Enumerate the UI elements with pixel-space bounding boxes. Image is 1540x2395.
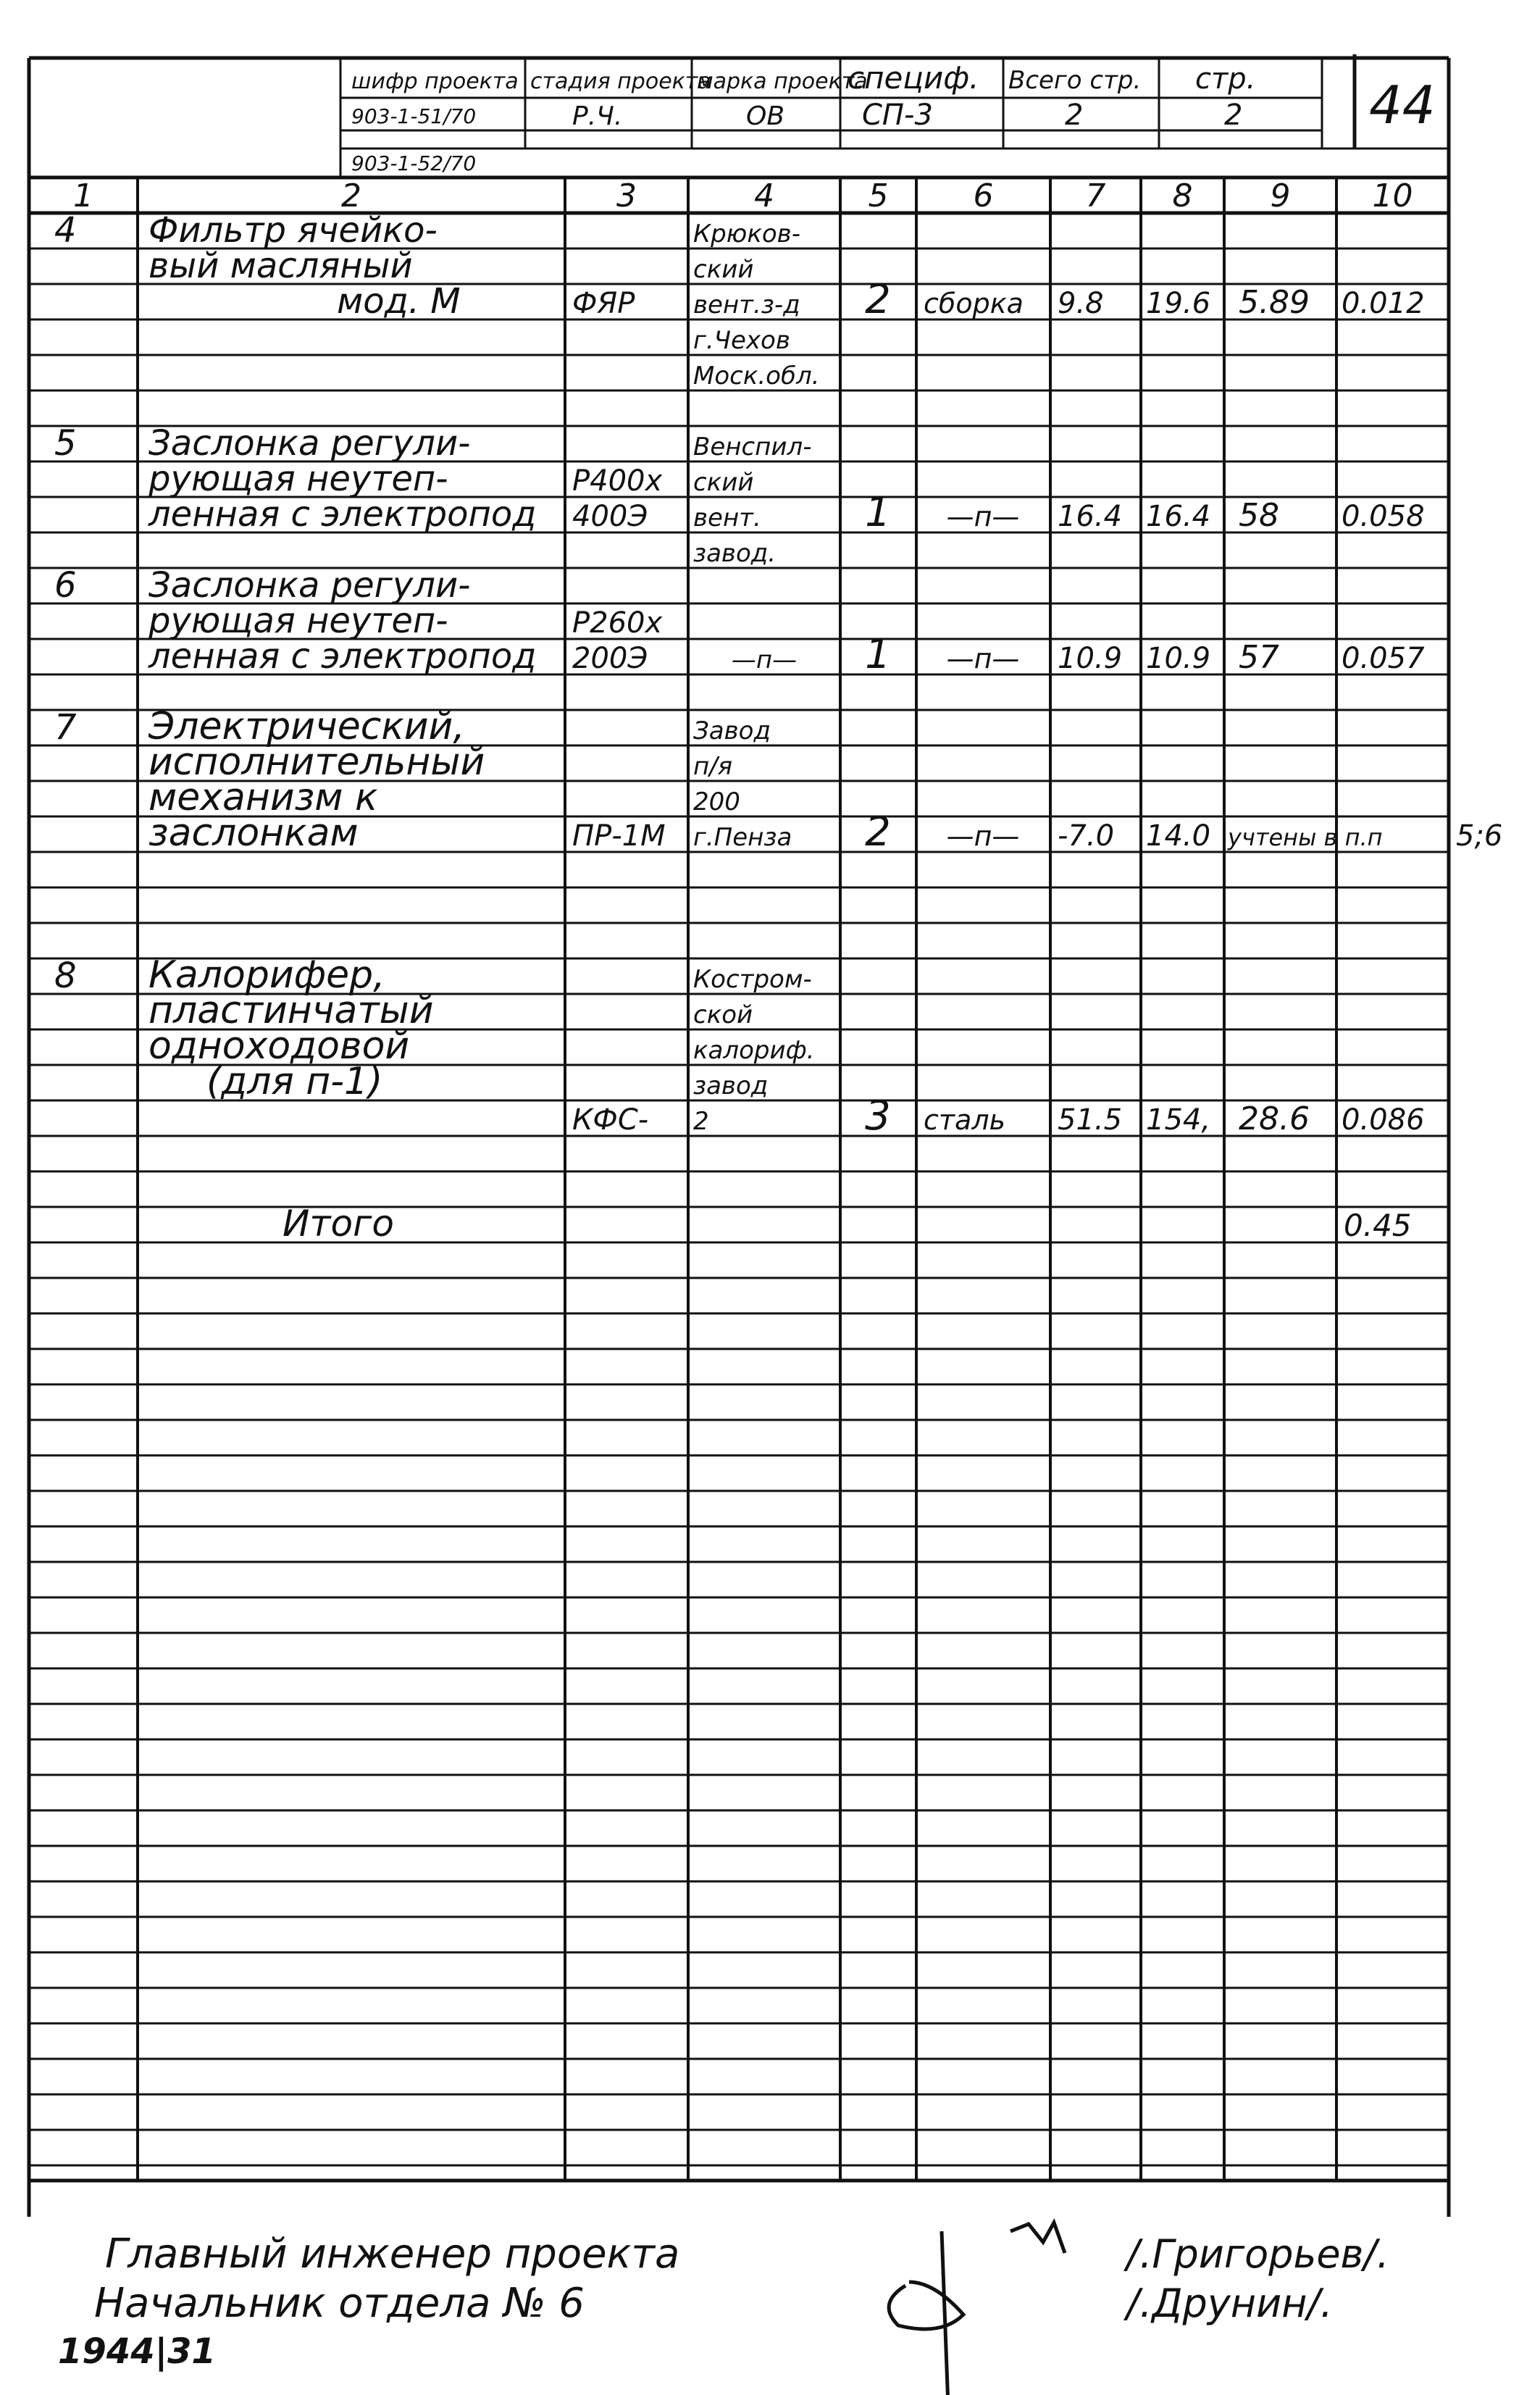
- item-price: 5.89: [1239, 284, 1310, 321]
- item-manufacturer: завод.: [693, 539, 777, 568]
- item-total-weight: 16.4: [1146, 500, 1211, 533]
- spec-item-4: [54, 210, 1425, 390]
- item-manufacturer: Венспил-: [693, 432, 812, 461]
- item-name-line: вый масляный: [148, 246, 413, 286]
- item-name-line: Фильтр ячейко-: [148, 210, 438, 251]
- item-manufacturer: ский: [693, 255, 754, 284]
- item-unit-weight: 10.9: [1058, 642, 1123, 675]
- value-stage: Р.Ч.: [572, 101, 623, 131]
- item-mark: Р400х: [572, 464, 663, 498]
- spec-item-5: [54, 423, 1425, 568]
- column-number-2: 2: [341, 177, 361, 214]
- item-number: 5: [54, 423, 77, 464]
- signature-line-department-head: Начальник отдела № 6: [94, 2280, 585, 2327]
- item-mark: Р260х: [572, 606, 663, 640]
- item-manufacturer: ской: [693, 1000, 753, 1029]
- value-spec: СП-3: [862, 99, 933, 132]
- item-cost: 0.057: [1342, 642, 1425, 675]
- item-note: 5;6: [1456, 819, 1503, 853]
- item-material: —п—: [946, 820, 1020, 852]
- item-number: 7: [54, 707, 77, 748]
- column-number-4: 4: [754, 177, 774, 214]
- item-manufacturer: вент.з-д: [693, 291, 800, 319]
- item-cost: 0.086: [1342, 1103, 1425, 1137]
- column-number-1: 1: [73, 177, 93, 214]
- header-page: стр.: [1195, 62, 1256, 96]
- item-manufacturer: п/я: [693, 752, 733, 781]
- item-name-line: механизм к: [148, 776, 378, 819]
- total-label: Итого: [283, 1203, 394, 1245]
- item-name-line: рующая неутеп-: [148, 601, 448, 641]
- item-name-line: Электрический,: [148, 705, 465, 748]
- item-quantity: 2: [865, 276, 891, 323]
- item-cost: 0.058: [1342, 500, 1425, 533]
- column-number-3: 3: [616, 177, 637, 214]
- title-block-headers: [351, 60, 1255, 96]
- item-material: сборка: [924, 288, 1024, 319]
- item-manufacturer: г.Пенза: [693, 823, 792, 852]
- item-manufacturer: завод: [693, 1071, 769, 1100]
- item-quantity: 3: [865, 1092, 891, 1140]
- item-name-line: рующая неутеп-: [148, 459, 448, 499]
- spec-item-6: [54, 565, 1425, 678]
- item-name-line: ленная с электропод: [148, 494, 537, 535]
- handwritten-signature-1: [1010, 2223, 1065, 2253]
- sheet-number: 44: [1369, 75, 1436, 135]
- total-row: [283, 1203, 1412, 1245]
- item-unit-weight: 51.5: [1058, 1103, 1123, 1137]
- signature-block: [94, 2223, 1389, 2395]
- value-mark: ОВ: [746, 101, 785, 131]
- item-mark: 400Э: [572, 500, 648, 533]
- item-unit-weight: 9.8: [1058, 287, 1104, 320]
- item-name-line: Калорифер,: [148, 953, 385, 997]
- column-number-9: 9: [1270, 177, 1291, 214]
- column-number-8: 8: [1172, 177, 1193, 214]
- value-total-pages: 2: [1065, 99, 1084, 132]
- item-total-weight: 10.9: [1146, 642, 1211, 675]
- item-material: сталь: [924, 1104, 1005, 1136]
- item-number: 8: [54, 956, 77, 996]
- item-manufacturer: вент.: [693, 503, 761, 532]
- item-quantity: 2: [865, 808, 891, 856]
- item-name-line: мод. М: [337, 281, 461, 322]
- item-material: —п—: [946, 643, 1020, 674]
- item-manufacturer: калориф.: [693, 1036, 815, 1065]
- item-mark: КФС-: [572, 1103, 649, 1137]
- item-name-line: исполнительный: [148, 740, 485, 784]
- item-name-line: одноходовой: [148, 1024, 410, 1068]
- item-price: учтены в п.п: [1228, 824, 1383, 851]
- archive-stamp: 1944|31: [58, 2331, 216, 2372]
- spec-item-8: [54, 953, 1425, 1140]
- item-manufacturer: —п—: [731, 645, 798, 674]
- value-page: 2: [1224, 99, 1243, 132]
- item-mark: ПР-1М: [572, 819, 666, 853]
- header-total-pages: Всего стр.: [1008, 66, 1142, 95]
- item-number: 4: [54, 210, 77, 251]
- value-project-code-2: 903-1-52/70: [351, 151, 477, 175]
- item-manufacturer: Моск.обл.: [693, 361, 820, 390]
- item-name-line: ленная с электропод: [148, 636, 537, 677]
- item-manufacturer: 200: [693, 787, 740, 816]
- signature-name-drunin: /.Друнин/.: [1126, 2281, 1333, 2326]
- item-total-weight: 154,: [1146, 1103, 1211, 1137]
- header-project-code: шифр проекта: [351, 69, 519, 94]
- item-manufacturer: 2: [693, 1107, 709, 1136]
- signature-line-chief-engineer: Главный инженер проекта: [105, 2231, 680, 2278]
- item-total-weight: 19.6: [1146, 287, 1211, 320]
- header-mark: марка проекта: [697, 69, 868, 94]
- header-stage: стадия проекта: [530, 69, 711, 94]
- column-number-6: 6: [973, 177, 994, 214]
- item-name-line: пластинчатый: [148, 989, 434, 1032]
- table-body: [54, 210, 1502, 1245]
- item-name-line: Заслонка регули-: [148, 423, 471, 464]
- item-price: 28.6: [1239, 1100, 1310, 1137]
- total-cost: 0.45: [1344, 1208, 1412, 1243]
- signature-name-grigoryev: /.Григорьев/.: [1126, 2231, 1389, 2277]
- column-number-row: [73, 177, 1413, 214]
- item-name-line: заслонкам: [148, 811, 359, 855]
- item-mark: 200Э: [572, 642, 648, 675]
- item-cost: 0.012: [1342, 287, 1425, 320]
- item-unit-weight: -7.0: [1058, 819, 1115, 853]
- item-manufacturer: г.Чехов: [693, 326, 790, 355]
- item-quantity: 1: [865, 489, 891, 536]
- item-quantity: 1: [865, 631, 891, 678]
- item-price: 57: [1239, 639, 1279, 676]
- item-price: 58: [1239, 497, 1279, 534]
- item-unit-weight: 16.4: [1058, 500, 1123, 533]
- item-material: —п—: [946, 501, 1020, 532]
- item-name-line: Заслонка регули-: [148, 565, 471, 606]
- header-spec: специф.: [848, 60, 979, 96]
- column-number-5: 5: [868, 177, 889, 214]
- item-name-line: (для п-1): [206, 1060, 383, 1103]
- column-number-10: 10: [1372, 177, 1413, 214]
- item-manufacturer: Завод: [693, 716, 771, 745]
- column-number-7: 7: [1085, 177, 1106, 214]
- item-mark: ФЯР: [572, 287, 635, 320]
- value-project-code: 903-1-51/70: [351, 104, 477, 128]
- item-total-weight: 14.0: [1146, 819, 1211, 853]
- item-manufacturer: ский: [693, 468, 754, 497]
- item-number: 6: [54, 565, 77, 606]
- item-manufacturer: Крюков-: [693, 220, 800, 248]
- handwritten-signature-2: [889, 2231, 963, 2395]
- item-manufacturer: Костром-: [693, 965, 812, 994]
